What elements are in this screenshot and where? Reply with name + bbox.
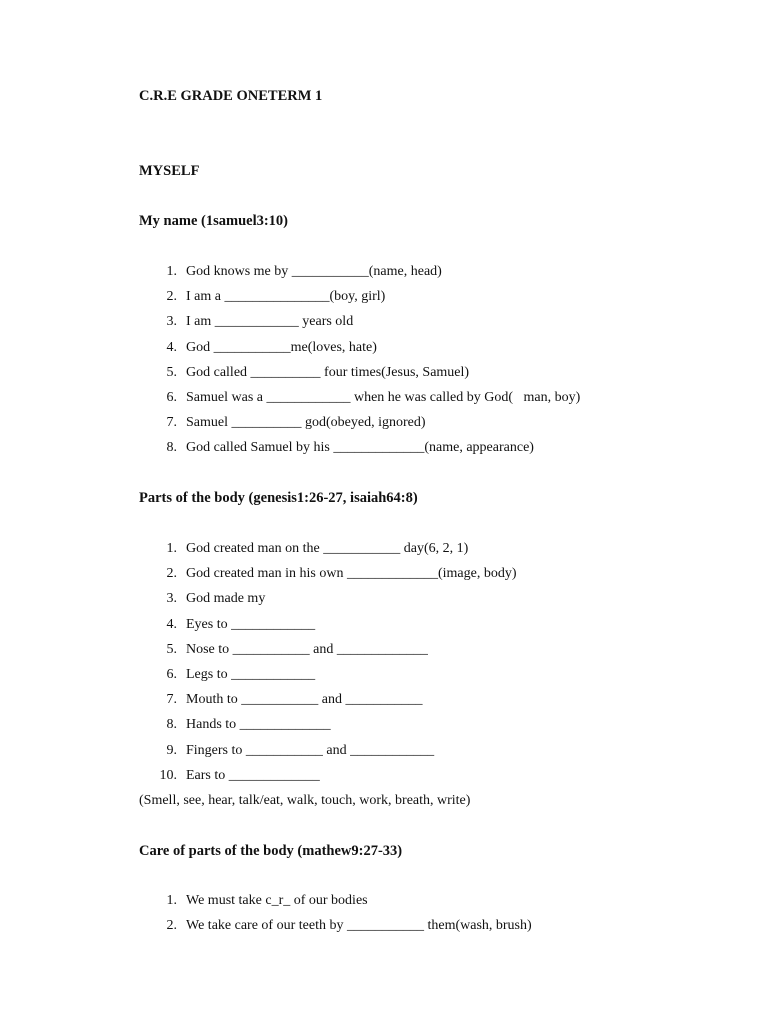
item-text: God called Samuel by his _____________(name, appearance) [186,440,534,456]
item-number: 3. [166,591,177,607]
item-text: God ___________me(loves, hate) [186,339,377,355]
item-number: 3. [166,314,177,330]
item-number: 2. [166,918,177,934]
item-text: Hands to _____________ [186,717,331,733]
item-number: 4. [166,339,177,355]
section-heading-care-of-body: Care of parts of the body (mathew9:27-33) [139,843,403,859]
item-number: 9. [166,742,177,758]
item-text: God created man on the ___________ day(6, 2, 1) [186,541,469,556]
item-number: 6. [166,389,177,405]
item-text: Eyes to ____________ [186,616,316,632]
item-text: I am a _______________(boy, girl) [186,289,386,305]
topic-heading: MYSELF [139,163,200,179]
item-text: Samuel __________ god(obeyed, ignored) [186,415,426,431]
item-number: 7. [166,415,177,431]
item-text: We must take c_r_ of our bodies [186,893,368,908]
item-number: 2. [166,566,177,582]
item-number: 8. [166,717,177,733]
document-title: C.R.E GRADE ONETERM 1 [139,88,323,104]
item-text: God created man in his own _____________(image, body) [186,566,517,582]
item-number: 4. [166,616,177,632]
item-number: 7. [166,692,177,708]
item-number: 2. [166,289,177,305]
item-text: Mouth to ___________ and ___________ [186,692,423,708]
item-number: 1. [166,264,177,279]
item-number: 6. [166,666,177,682]
item-text: God made my [186,591,266,607]
item-text: Legs to ____________ [186,666,316,682]
item-number: 8. [166,440,177,456]
item-number: 1. [166,541,177,556]
item-text: I am ____________ years old [186,314,354,330]
item-text: God called __________ four times(Jesus, Samuel) [186,364,470,380]
answer-options-note: (Smell, see, hear, talk/eat, walk, touch, work, breath, write) [139,793,471,808]
section-heading-parts-of-body: Parts of the body (genesis1:26-27, isaiah64:8) [139,490,418,506]
item-number: 1. [166,893,177,908]
item-text: We take care of our teeth by ___________ them(wash, brush) [186,918,532,934]
item-text: Fingers to ___________ and ____________ [186,742,435,758]
item-text: Nose to ___________ and _____________ [186,641,428,657]
item-text: Samuel was a ____________ when he was called by God( man, boy) [186,389,581,405]
item-text: God knows me by ___________(name, head) [186,264,442,279]
item-number: 10. [159,767,177,783]
item-number: 5. [166,641,177,657]
item-text: Ears to _____________ [186,767,320,783]
section-heading-my-name: My name (1samuel3:10) [139,213,289,229]
item-number: 5. [166,364,177,380]
